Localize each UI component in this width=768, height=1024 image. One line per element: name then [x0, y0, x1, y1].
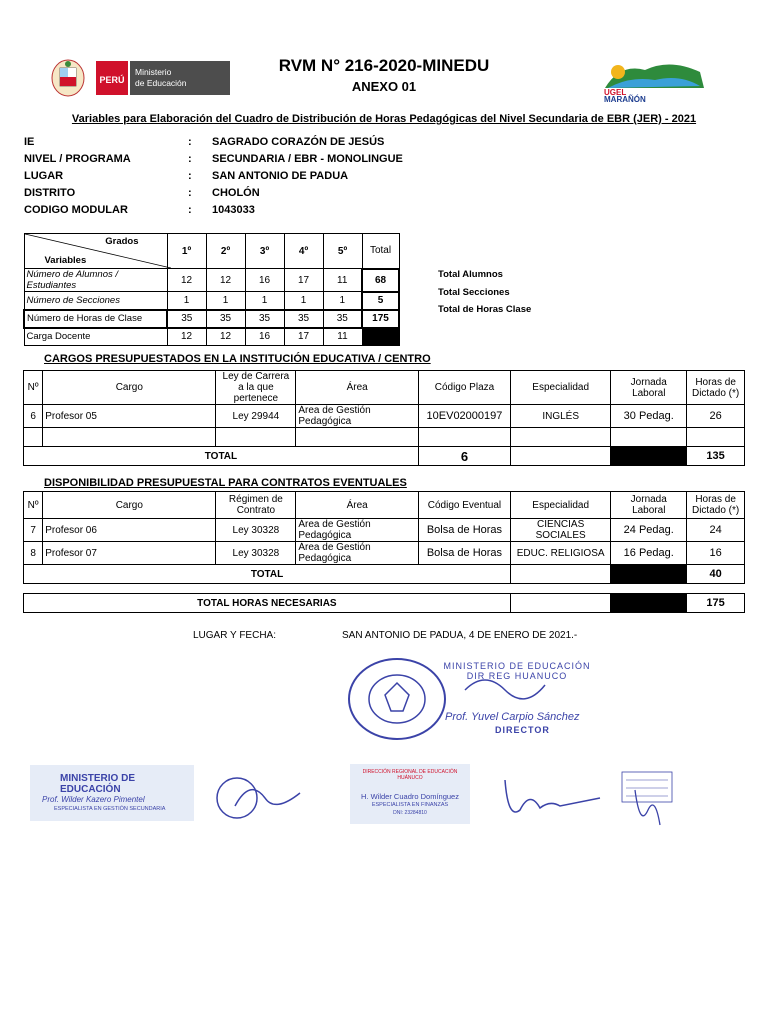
small-seal-icon — [620, 770, 675, 830]
table-row: 6 Profesor 05 Ley 29944 Área de Gestión Pedagógica 10EV02000197 INGLÉS 30 Pedag. 26 — [24, 405, 745, 428]
handwritten-signature-icon — [500, 770, 610, 830]
document-subtitle: Variables para Elaboración del Cuadro de Distribución de Horas Pedagógicas del Nivel Secundaria de EBR (JER) - 2021 — [71, 113, 697, 125]
signature-seal-icon — [215, 768, 305, 828]
annex-label: ANEXO 01 — [351, 79, 417, 94]
blacked-cell — [611, 447, 687, 466]
svg-text:Ministerio: Ministerio — [135, 67, 172, 77]
table-row: Carga Docente 12 12 16 17 11 — [24, 328, 399, 346]
place-date-value: SAN ANTONIO DE PADUA, 4 DE ENERO DE 2021.- — [342, 630, 578, 641]
budgeted-positions-table: Nº Cargo Ley de Carrera a la que pertenece Área Código Plaza Especialidad Jornada Laboral Horas de Dictado (*) 6 Profesor 05 Ley 29944 Área de Gestión Pedagógica 10EV02000197 INGLÉS 30 Pedag. 26 TOTAL 6 135 — [23, 370, 745, 466]
table-row: Número de Horas de Clase 35 35 35 35 35 175 — [24, 310, 399, 328]
section-heading-eventual: DISPONIBILIDAD PRESUPUESTAL PARA CONTRATOS EVENTUALES — [44, 477, 407, 489]
svg-text:PERÚ: PERÚ — [99, 75, 125, 85]
grades-corner-cell: Grados Variables — [24, 234, 167, 269]
signature-stamp-2 — [215, 768, 305, 828]
blacked-cell — [611, 594, 687, 613]
table-row: 8 Profesor 07 Ley 30328 Área de Gestión Pedagógica Bolsa de Horas EDUC. RELIGIOSA 16 Pedag. 16 — [24, 542, 745, 565]
document-title: RVM N° 216-2020-MINEDU — [278, 56, 490, 75]
director-stamp: MINISTERIO DE EDUCACIÓN DIR REG HUANUCO Prof. Yuvel Carpio Sánchez DIRECTOR — [345, 655, 605, 745]
grade-header: 3º — [245, 234, 284, 269]
svg-text:MARAÑÓN: MARAÑÓN — [604, 95, 646, 103]
table-row — [24, 428, 745, 447]
place-date-label: LUGAR Y FECHA: — [193, 630, 276, 641]
eventual-contracts-table: Nº Cargo Régimen de Contrato Área Código Eventual Especialidad Jornada Laboral Horas de Dictado (*) 7 Profesor 06 Ley 30328 Área de Gestión Pedagógica Bolsa de Horas CIENCIAS SOCIALES 24 Pedag. 24 8 Profesor 07 Ley 30328 Área de Gestión Pedagógica Bolsa de Horas EDUC. RELIGIOSA 16 Pedag. 16 TOTAL 40 — [23, 491, 745, 584]
total-header: Total — [362, 234, 399, 269]
grade-header: 2º — [206, 234, 245, 269]
info-row-district: DISTRITO : CHOLÓN — [24, 187, 260, 199]
total-row: TOTAL HORAS NECESARIAS 175 — [24, 594, 745, 613]
svg-text:UGEL: UGEL — [604, 88, 627, 97]
grade-header: 1º — [167, 234, 206, 269]
specialist-stamp-1: MINISTERIO DE EDUCACIÓN Prof. Wilder Kazero Pimentel ESPECIALISTA EN GESTIÓN SECUNDARIA — [30, 765, 194, 821]
side-label: Total de Horas Clase — [438, 304, 532, 315]
svg-text:de Educación: de Educación — [135, 78, 187, 88]
specialist-stamp-3: DIRECCIÓN REGIONAL DE EDUCACIÓN HUÁNUCO H. Wilder Cuadro Domínguez ESPECIALISTA EN FINANZAS DNI: 23284810 — [350, 764, 470, 824]
grades-table — [23, 233, 400, 346]
side-label: Total Alumnos — [438, 269, 503, 280]
total-row: TOTAL 6 135 — [24, 447, 745, 466]
info-row-code: CODIGO MODULAR : 1043033 — [24, 204, 255, 216]
grade-header: 4º — [284, 234, 323, 269]
blacked-cell — [362, 328, 399, 346]
section-heading-budgeted: CARGOS PRESUPUESTADOS EN LA INSTITUCIÓN EDUCATIVA / CENTRO — [44, 353, 431, 365]
table-row: 7 Profesor 06 Ley 30328 Área de Gestión Pedagógica Bolsa de Horas CIENCIAS SOCIALES 24 Pedag. 24 — [24, 519, 745, 542]
blacked-cell — [611, 565, 687, 584]
info-row-level: NIVEL / PROGRAMA : SECUNDARIA / EBR - MONOLINGUE — [24, 153, 403, 165]
signature-4 — [500, 770, 610, 830]
side-label: Total Secciones — [438, 287, 510, 298]
total-row: TOTAL 40 — [24, 565, 745, 584]
grade-header: 5º — [323, 234, 362, 269]
table-row: Número de Secciones 1 1 1 1 1 5 — [24, 292, 399, 310]
table-row: Número de Alumnos / Estudiantes 12 12 16 17 11 68 — [24, 269, 399, 292]
info-row-ie: IE : SAGRADO CORAZÓN DE JESÚS — [24, 136, 385, 148]
institution-info — [24, 136, 403, 221]
signature-5 — [620, 770, 675, 830]
grand-total-table — [23, 593, 745, 613]
info-row-place: LUGAR : SAN ANTONIO DE PADUA — [24, 170, 349, 182]
